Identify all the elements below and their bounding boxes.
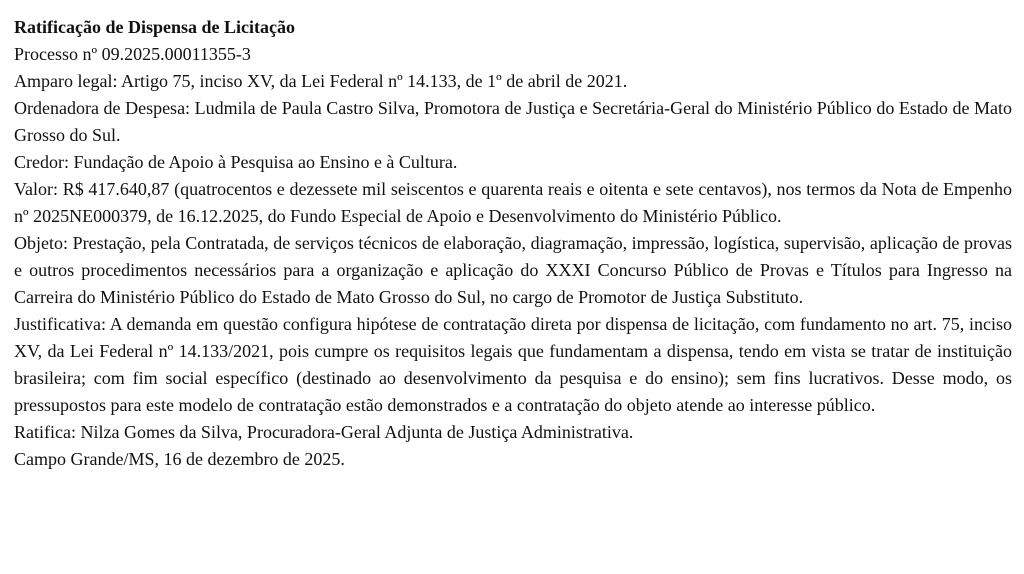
justification: Justificativa: A demanda em questão configura hipótese de contratação direta por dispensa de licitação, com fundamento no art. 75, inciso XV, da Lei Federal nº 14.133/2021, pois cumpre os requisitos legais que fundamentam a dispensa, tendo em vista se tratar de instituição brasileira; com fim social específico (destinado ao desenvolvimento da pesquisa e do ensino); sem fins lucrativos. Desse modo, os pressupostos para este modelo de contratação estão demonstrados e a contratação do objeto atende ao interesse público. — [14, 314, 1012, 415]
ratification: Ratifica: Nilza Gomes da Silva, Procuradora-Geral Adjunta de Justiça Administrativa. — [14, 422, 634, 442]
process-number: Processo nº 09.2025.00011355-3 — [14, 44, 251, 64]
place-and-date: Campo Grande/MS, 16 de dezembro de 2025. — [14, 449, 345, 469]
expense-authorizer: Ordenadora de Despesa: Ludmila de Paula Castro Silva, Promotora de Justiça e Secretária-Geral do Ministério Público do Estado de Mato Grosso do Sul. — [14, 98, 1012, 145]
document-title: Ratificação de Dispensa de Licitação — [14, 17, 295, 37]
document-body — [14, 14, 1012, 473]
contract-value: Valor: R$ 417.640,87 (quatrocentos e dezessete mil seiscentos e quarenta reais e oitenta e sete centavos), nos termos da Nota de Empenho nº 2025NE000379, de 16.12.2025, do Fundo Especial de Apoio e Desenvolvimento do Ministério Público. — [14, 179, 1012, 226]
contract-object: Objeto: Prestação, pela Contratada, de serviços técnicos de elaboração, diagramação, impressão, logística, supervisão, aplicação de provas e outros procedimentos necessários para a organização e aplicação do XXXI Concurso Público de Provas e Títulos para Ingresso na Carreira do Ministério Público do Estado de Mato Grosso do Sul, no cargo de Promotor de Justiça Substituto. — [14, 233, 1012, 307]
creditor: Credor: Fundação de Apoio à Pesquisa ao Ensino e à Cultura. — [14, 152, 458, 172]
legal-basis: Amparo legal: Artigo 75, inciso XV, da Lei Federal nº 14.133, de 1º de abril de 2021. — [14, 71, 628, 91]
